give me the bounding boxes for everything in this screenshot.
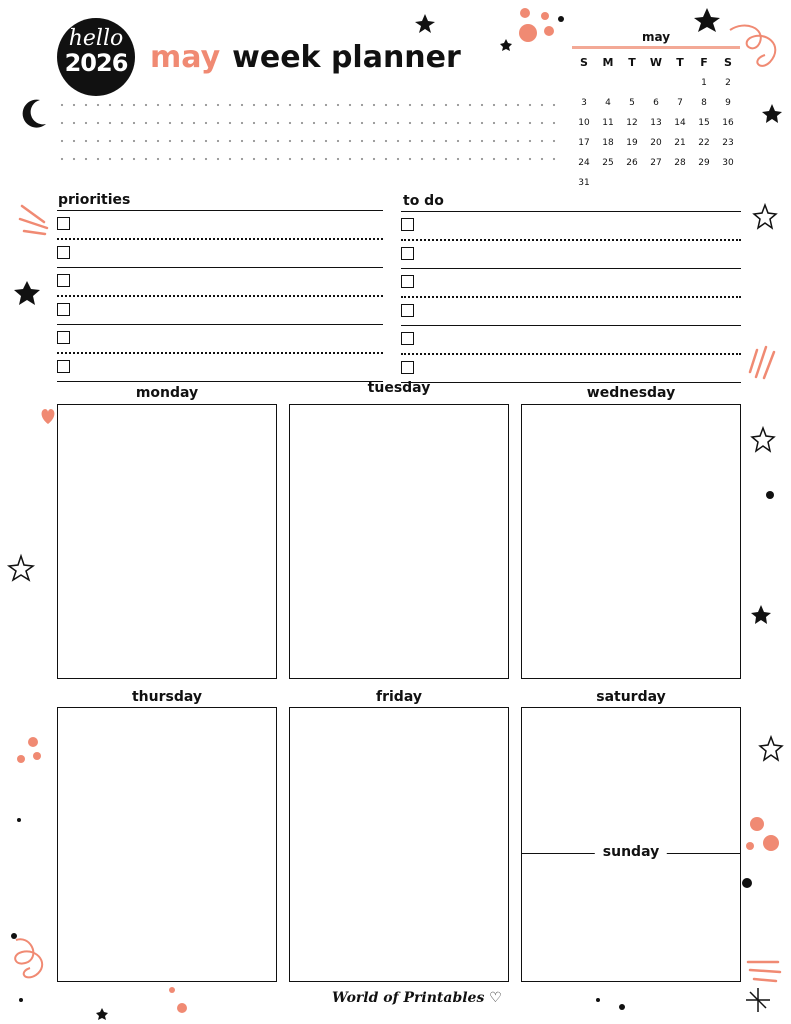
dash-lines-doodle [20,206,780,981]
title-rest: week planner [232,40,461,75]
calendar-day: 22 [698,138,710,148]
calendar-day: 10 [578,118,590,128]
spiral-doodle [15,26,775,978]
calendar-day: 15 [698,118,710,128]
calendar-day: 11 [602,118,614,128]
logo-year-text: 2026 [64,49,128,77]
calendar-month: may [641,30,671,44]
calendar-day: 27 [650,158,662,168]
sunday-label: sunday [595,844,667,860]
weekday-header: W [649,56,663,69]
outline-star-icon [9,205,782,760]
calendar-day: 7 [677,98,683,108]
calendar-day: 1 [701,78,707,88]
tuesday-label: tuesday [367,380,431,396]
calendar-day: 19 [626,138,638,148]
moon-icon [23,100,46,128]
calendar-day: 18 [602,138,614,148]
calendar-day: 6 [653,98,659,108]
weekday-header: M [602,56,614,69]
star-icon [14,8,782,1020]
brand-text: World of Printables [332,990,485,1006]
calendar-day: 23 [722,138,734,148]
calendar-day: 29 [698,158,710,168]
calendar-day: 24 [578,158,590,168]
sparkle-icon [746,988,770,1012]
saturday-label: saturday [596,689,666,705]
weekday-header: T [676,56,684,69]
todo-heading: to do [403,193,444,209]
calendar-day: 2 [725,78,731,88]
heart-icon: ♡ [489,990,502,1006]
black-dots [11,16,774,1010]
calendar-day: 17 [578,138,590,148]
calendar-day: 3 [581,98,587,108]
friday-label: friday [376,689,422,705]
calendar-day: 28 [674,158,686,168]
wednesday-label: wednesday [586,385,676,401]
weekday-header: S [724,56,732,69]
calendar-day: 30 [722,158,734,168]
weekday-header: F [700,56,708,69]
calendar-day: 13 [650,118,662,128]
calendar-day: 4 [605,98,611,108]
weekday-header: S [580,56,588,69]
peach-dots [17,8,779,1013]
calendar-day: 5 [629,98,635,108]
calendar-day: 26 [626,158,638,168]
weekday-header: T [628,56,636,69]
calendar-day: 12 [626,118,638,128]
calendar-day: 14 [674,118,686,128]
calendar-day: 31 [578,178,590,188]
title-month: may [150,40,221,75]
priorities-heading: priorities [58,192,131,208]
monday-label: monday [135,385,199,401]
calendar-day: 8 [701,98,707,108]
calendar-day: 21 [674,138,686,148]
calendar-day: 16 [722,118,734,128]
calendar-day: 9 [725,98,731,108]
calendar-day: 20 [650,138,662,148]
thursday-label: thursday [131,689,203,705]
calendar-day: 25 [602,158,614,168]
heart-icon [42,409,55,424]
logo-hello-text: hello [68,26,124,51]
